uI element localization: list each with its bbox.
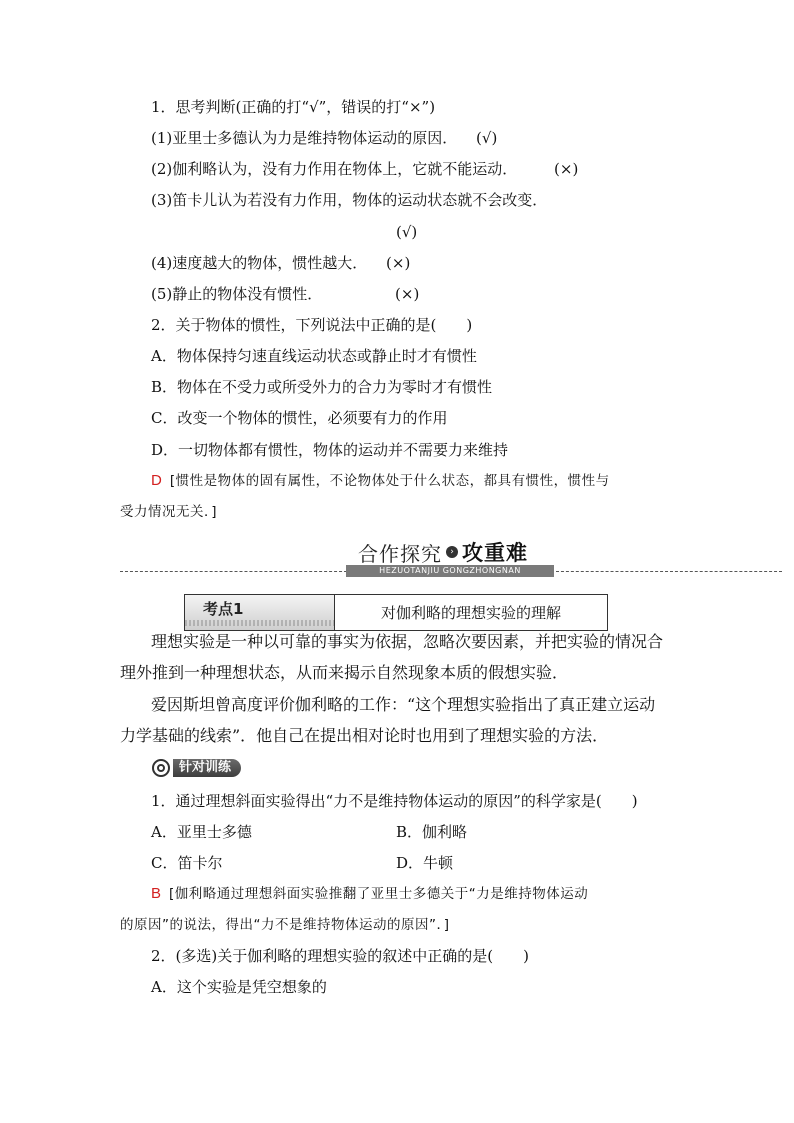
section-banner xyxy=(0,537,794,581)
banner-left-text: 合作探究 xyxy=(358,541,442,566)
answer-key: B xyxy=(151,885,162,902)
kaodian-tag-cell xyxy=(185,595,335,630)
judge-item-1 xyxy=(151,128,497,148)
banner-pinyin: HEZUOTANJIU GONGZHONGNAN xyxy=(346,565,554,577)
chevron-right-icon: › xyxy=(446,546,458,558)
training-q2-option-a: A．这个实验是凭空想象的 xyxy=(151,978,327,996)
judge-item-3: (3)笛卡儿认为若没有力作用，物体的运动状态就不会改变． xyxy=(151,191,548,209)
judge-item-2 xyxy=(151,159,578,179)
kaodian-stripe xyxy=(185,620,334,626)
banner-title xyxy=(358,539,528,565)
training-q1-answer-line-2: 的原因”的说法，得出“力不是维持物体运动的原因”．] xyxy=(120,917,450,933)
para-2-line-2: 力学基础的线索”．他自己在提出相对论时也用到了理想实验的方法． xyxy=(120,726,609,745)
training-q1-option-c: C．笛卡尔 xyxy=(151,854,223,872)
judge-item-mark: (×) xyxy=(554,160,579,178)
q2-answer-line-1 xyxy=(151,471,610,491)
banner-divider-right xyxy=(556,571,782,572)
judge-item-text: (1)亚里士多德认为力是维持物体运动的原因． xyxy=(151,129,458,147)
target-icon xyxy=(152,759,170,777)
para-2-line-1: 爱因斯坦曾高度评价伽利略的工作：“这个理想实验指出了真正建立运动 xyxy=(151,695,656,714)
answer-text: [伽利略通过理想斜面实验推翻了亚里士多德关于“力是维持物体运动 xyxy=(169,886,589,902)
judge-item-4 xyxy=(151,253,410,273)
banner-right-text: 攻重难 xyxy=(462,541,528,565)
training-q1-title: 1．通过理想斜面实验得出“力不是维持物体运动的原因”的科学家是( ) xyxy=(151,792,638,810)
para-1-line-1: 理想实验是一种以可靠的事实为依据，忽略次要因素，并把实验的情况合 xyxy=(151,632,664,651)
judge-item-5 xyxy=(151,284,419,304)
kaodian-box xyxy=(184,594,608,631)
training-q1-option-d: D．牛顿 xyxy=(396,854,454,872)
q2-title: 2．关于物体的惯性，下列说法中正确的是( ) xyxy=(151,316,473,334)
training-q1-option-a: A．亚里士多德 xyxy=(151,823,252,841)
judge-item-text: (2)伽利略认为，没有力作用在物体上，它就不能运动． xyxy=(151,160,518,178)
para-1-line-2: 理外推到一种理想状态，从而来揭示自然现象本质的假想实验． xyxy=(120,663,569,682)
judge-item-mark: (√) xyxy=(476,129,498,147)
q2-option-c: C．改变一个物体的惯性，必须要有力的作用 xyxy=(151,409,448,427)
q2-option-b: B．物体在不受力或所受外力的合力为零时才有惯性 xyxy=(151,378,493,396)
kaodian-title: 对伽利略的理想实验的理解 xyxy=(380,604,561,622)
q2-option-a: A．物体保持匀速直线运动状态或静止时才有惯性 xyxy=(151,347,477,365)
training-label: 针对训练 xyxy=(173,759,241,777)
judge-item-text: (5)静止的物体没有惯性． xyxy=(151,285,323,303)
training-q1-option-b: B．伽利略 xyxy=(396,823,468,841)
training-header xyxy=(152,758,241,778)
training-q1-answer-line-1 xyxy=(151,884,588,904)
kaodian-tag: 考点1 xyxy=(203,600,244,618)
judge-item-3-mark: (√) xyxy=(396,223,418,241)
judge-item-mark: (×) xyxy=(395,285,420,303)
answer-key: D xyxy=(151,472,162,489)
judge-item-mark: (×) xyxy=(386,254,411,272)
q1-title: 1．思考判断(正确的打“√”，错误的打“×”) xyxy=(151,98,436,116)
q2-answer-line-2: 受力情况无关．] xyxy=(120,504,218,520)
q2-option-d: D．一切物体都有惯性，物体的运动并不需要力来维持 xyxy=(151,441,509,459)
judge-item-text: (4)速度越大的物体，惯性越大． xyxy=(151,254,368,272)
banner-divider-left xyxy=(120,571,352,572)
training-q2-title: 2．(多选)关于伽利略的理想实验的叙述中正确的是( ) xyxy=(151,947,529,965)
answer-text: [惯性是物体的固有属性，不论物体处于什么状态，都具有惯性，惯性与 xyxy=(169,473,610,489)
